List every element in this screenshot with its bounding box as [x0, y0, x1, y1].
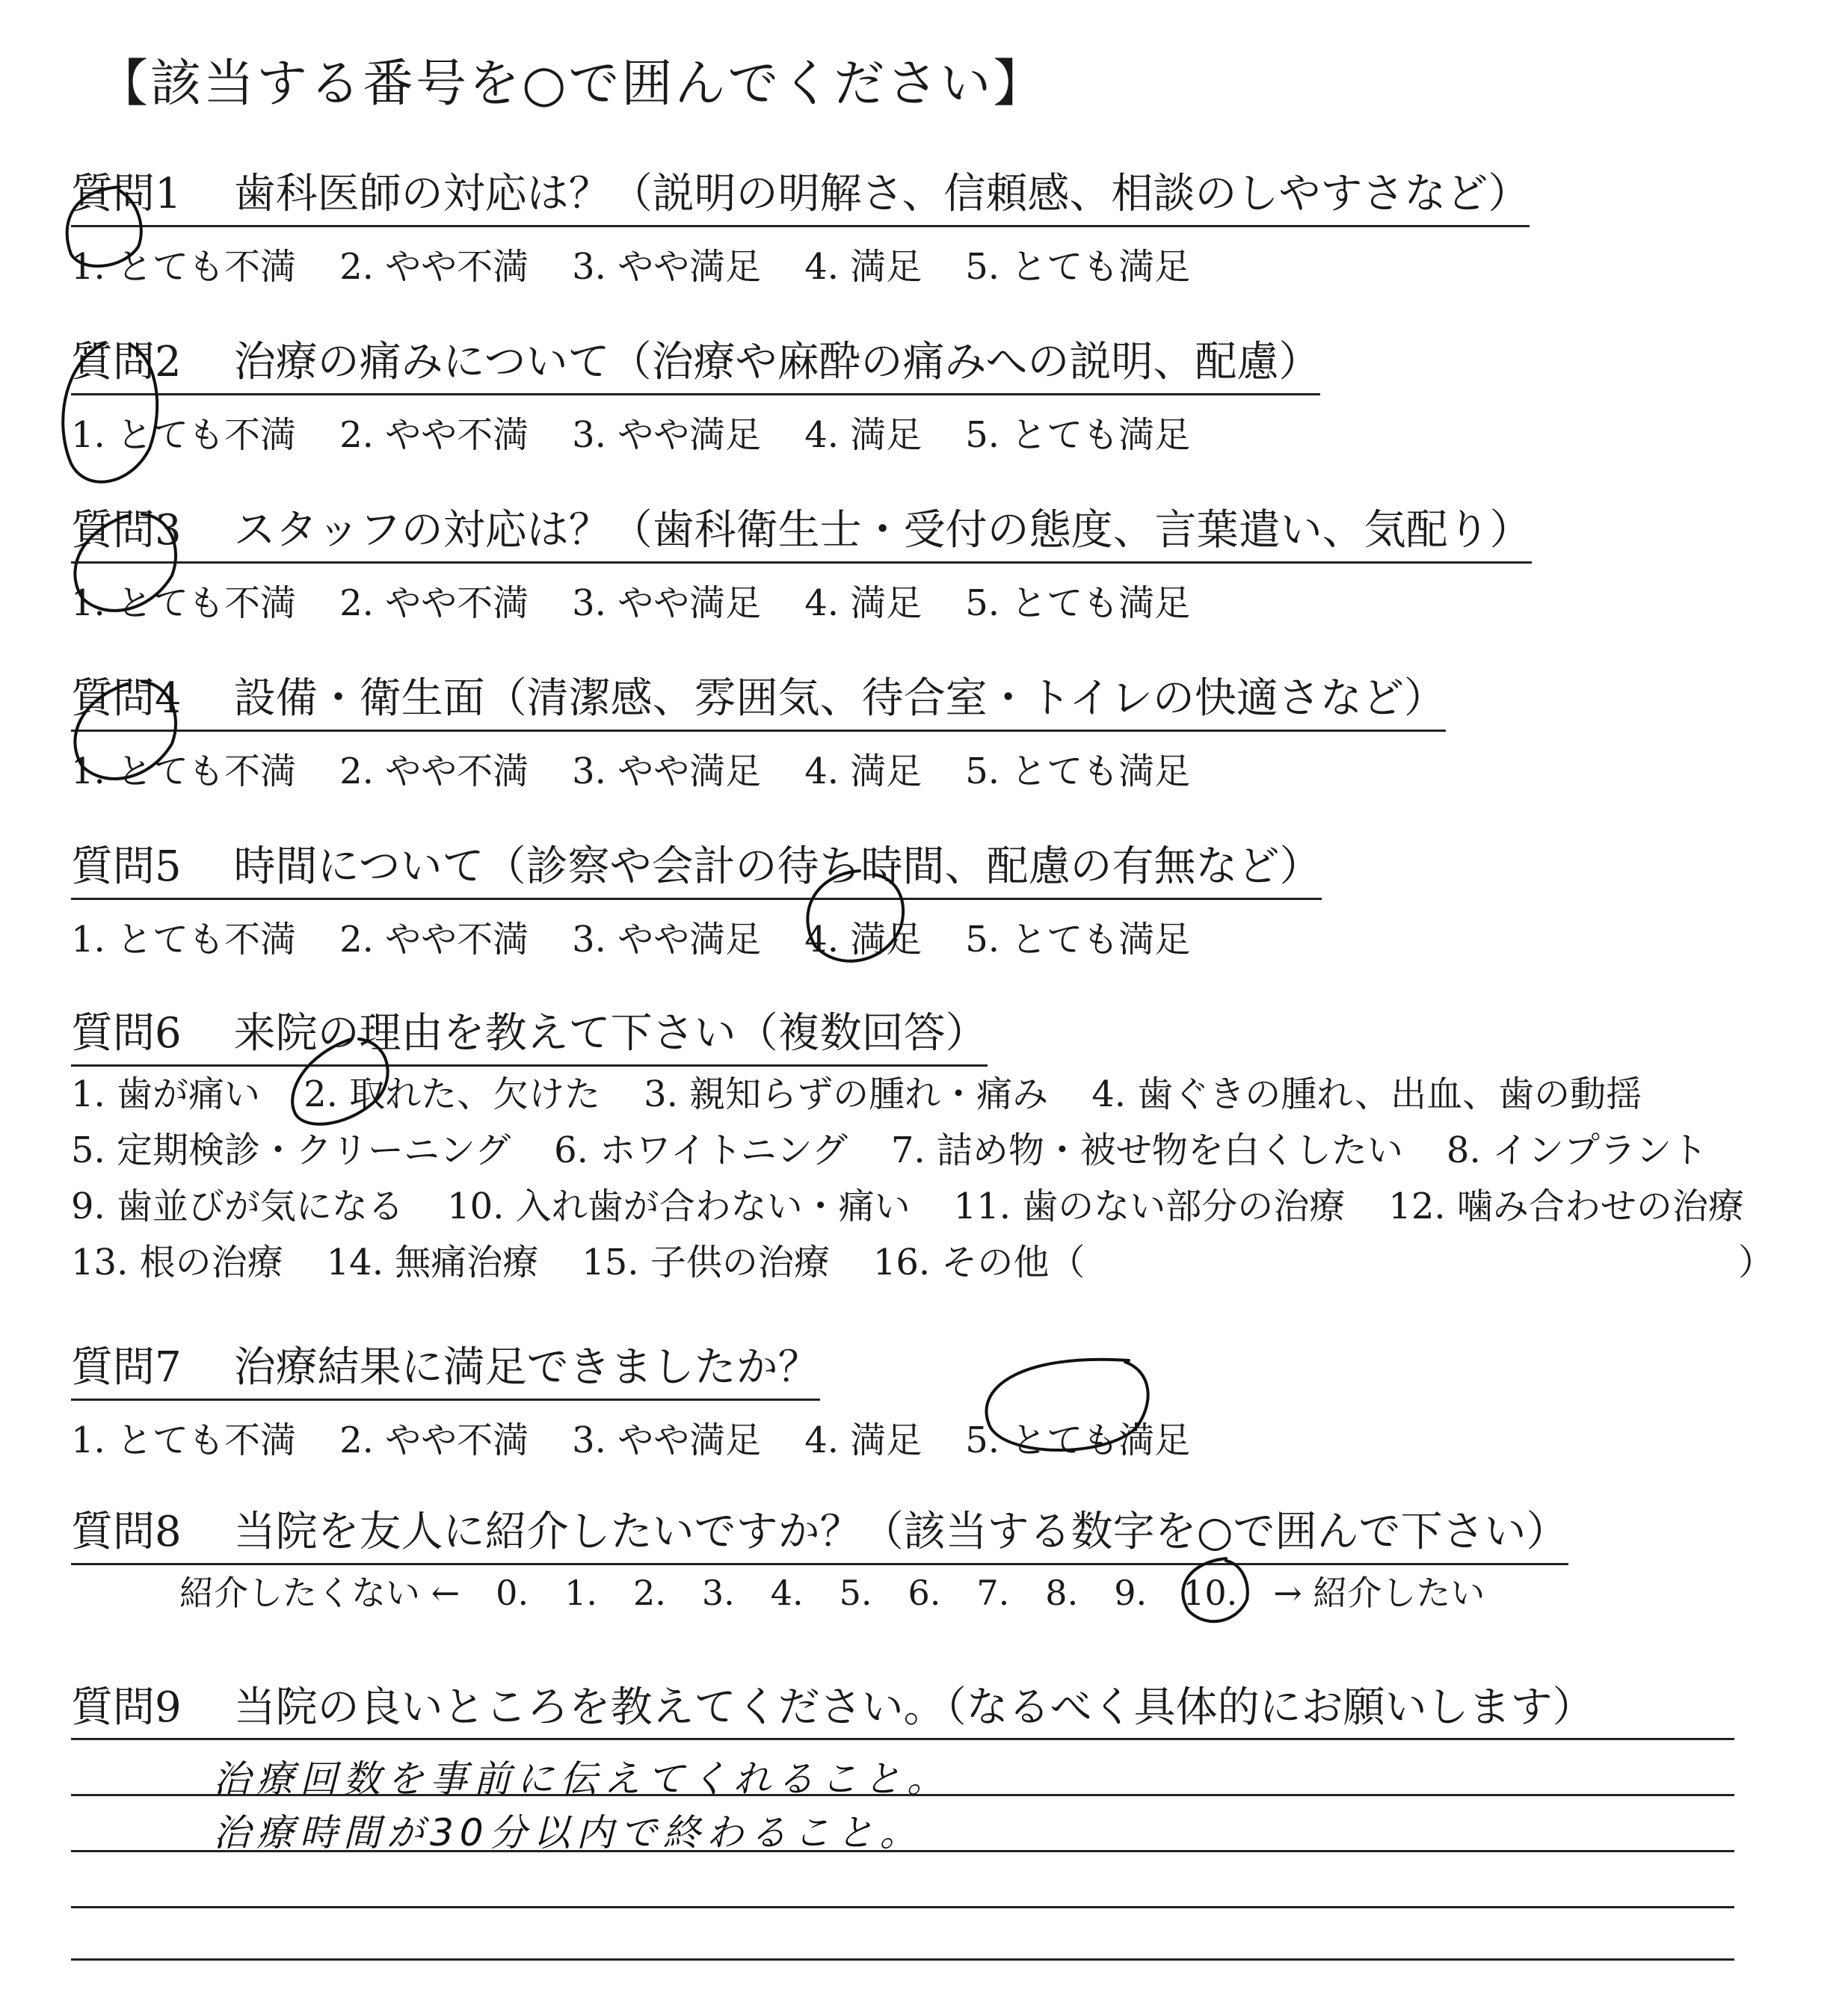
question-2-text: 治療の痛みについて（治療や麻酔の痛みへの説明、配慮） — [233, 338, 1321, 386]
question-4-title — [71, 665, 1446, 732]
question-5 — [71, 833, 1322, 962]
reason-option[interactable]: 14. 無痛治療 — [326, 1242, 539, 1283]
answer-line — [71, 1738, 1734, 1740]
answer-line — [71, 1958, 1734, 1961]
scale-value[interactable]: 7. — [976, 1573, 1010, 1613]
question-4-number: 質問4 — [71, 674, 182, 723]
scale-value[interactable]: 6. — [908, 1573, 941, 1613]
question-8-number: 質問8 — [71, 1508, 182, 1556]
question-8-text: 当院を友人に紹介したいですか？（該当する数字を○で囲んで下さい） — [233, 1508, 1568, 1556]
scale-value[interactable]: 0. — [496, 1573, 529, 1613]
option[interactable]: 3. やや満足 — [572, 919, 762, 961]
option[interactable]: 4. 満足 — [804, 582, 923, 624]
option[interactable]: 3. やや満足 — [572, 246, 762, 288]
question-5-title — [71, 833, 1322, 900]
reason-option[interactable]: 6. ホワイトニング — [554, 1129, 848, 1171]
question-1-options[interactable] — [71, 238, 1530, 289]
scale-right-label: → 紹介したい — [1273, 1573, 1485, 1613]
question-5-text: 時間について（診察や会計の待ち時間、配慮の有無など） — [233, 842, 1322, 891]
question-2-title — [71, 329, 1320, 395]
option[interactable]: 5. とても満足 — [965, 750, 1191, 792]
option[interactable]: 3. やや満足 — [572, 582, 762, 624]
reason-other-open[interactable]: 16. その他（ — [872, 1242, 1085, 1283]
option[interactable]: 5. とても満足 — [965, 1419, 1191, 1461]
option[interactable]: 4. 満足 — [804, 1419, 923, 1461]
option[interactable]: 3. やや満足 — [572, 414, 762, 456]
question-7-options[interactable] — [71, 1411, 1233, 1463]
option[interactable]: 5. とても満足 — [965, 414, 1191, 456]
option[interactable]: 4. 満足 — [804, 414, 923, 456]
question-6-title — [71, 1000, 988, 1067]
scale-value[interactable]: 2. — [632, 1573, 666, 1613]
question-3-title — [71, 497, 1532, 564]
option[interactable]: 2. やや不満 — [339, 582, 529, 624]
form-title: 【該当する番号を○で囲んでください】 — [97, 55, 1047, 114]
question-2-options[interactable] — [71, 406, 1320, 457]
answer-line — [71, 1906, 1734, 1908]
reason-option[interactable]: 5. 定期検診・クリーニング — [71, 1129, 511, 1171]
option[interactable]: 1. とても不満 — [71, 246, 297, 288]
question-6-text: 来院の理由を教えて下さい（複数回答） — [233, 1009, 988, 1058]
option[interactable]: 4. 満足 — [804, 750, 923, 792]
question-3-options[interactable] — [71, 574, 1532, 626]
question-8-title — [71, 1499, 1568, 1565]
option[interactable]: 1. とても不満 — [71, 582, 297, 624]
option[interactable]: 1. とても不満 — [71, 750, 297, 792]
question-3-text: スタッフの対応は？（歯科衛生士・受付の態度、言葉遣い、気配り） — [233, 506, 1532, 555]
question-7-title — [71, 1334, 820, 1401]
option[interactable]: 5. とても満足 — [965, 582, 1191, 624]
question-6-number: 質問6 — [71, 1009, 182, 1058]
reason-option[interactable]: 12. 噛み合わせの治療 — [1388, 1186, 1744, 1227]
question-4-options[interactable] — [71, 742, 1446, 794]
scale-value[interactable]: 10. — [1183, 1573, 1238, 1613]
handwritten-answer-line-2[interactable]: 治療時間が30分以内で終わること。 — [213, 1811, 923, 1854]
reason-option[interactable]: 2. 取れた、欠けた — [304, 1073, 601, 1115]
question-5-number: 質問5 — [71, 842, 182, 891]
option[interactable]: 1. とても不満 — [71, 919, 297, 961]
question-2 — [71, 329, 1320, 457]
option[interactable]: 3. やや満足 — [572, 750, 762, 792]
question-9-number: 質問9 — [71, 1683, 182, 1732]
option[interactable]: 2. やや不満 — [339, 919, 529, 961]
option[interactable]: 5. とても満足 — [965, 246, 1191, 288]
question-3-number: 質問3 — [71, 506, 182, 555]
question-8 — [71, 1499, 1568, 1565]
reason-option[interactable]: 15. 子供の治療 — [582, 1242, 830, 1283]
scale-left-label: 紹介したくない ← — [179, 1573, 461, 1613]
question-6-row-3[interactable] — [71, 1177, 1787, 1229]
option[interactable]: 2. やや不満 — [339, 750, 529, 792]
option[interactable]: 5. とても満足 — [965, 919, 1191, 961]
option[interactable]: 3. やや満足 — [572, 1419, 762, 1461]
question-4-text: 設備・衛生面（清潔感、雰囲気、待合室・トイレの快適さなど） — [233, 674, 1446, 723]
scale-value[interactable]: 9. — [1114, 1573, 1148, 1613]
question-1-title — [71, 161, 1530, 227]
question-3 — [71, 497, 1532, 626]
option[interactable]: 4. 満足 — [804, 919, 923, 961]
scale-value[interactable]: 4. — [770, 1573, 804, 1613]
reason-option[interactable]: 8. インプラント — [1446, 1129, 1707, 1171]
reason-option[interactable]: 3. 親知らずの腫れ・痛み — [644, 1073, 1049, 1115]
question-9-text: 当院の良いところを教えてください。（なるべく具体的にお願いします） — [233, 1683, 1595, 1732]
question-6-row-1[interactable] — [71, 1065, 1685, 1117]
reason-option[interactable]: 13. 根の治療 — [71, 1242, 283, 1283]
question-7-number: 質問7 — [71, 1343, 182, 1392]
option[interactable]: 1. とても不満 — [71, 1419, 297, 1461]
question-1-number: 質問1 — [71, 170, 182, 218]
question-7-text: 治療結果に満足できましたか？ — [233, 1343, 820, 1392]
option[interactable]: 2. やや不満 — [339, 246, 529, 288]
reason-option[interactable]: 1. 歯が痛い — [71, 1073, 261, 1115]
question-6-row-4[interactable] — [71, 1233, 1128, 1285]
recommend-scale[interactable] — [179, 1566, 1521, 1615]
reason-option[interactable]: 11. 歯のない部分の治療 — [953, 1186, 1346, 1227]
scale-value[interactable]: 8. — [1045, 1573, 1079, 1613]
option[interactable]: 2. やや不満 — [339, 414, 529, 456]
scale-value[interactable]: 3. — [701, 1573, 735, 1613]
reason-option[interactable]: 7. 詰め物・被せ物を白くしたい — [890, 1129, 1403, 1171]
question-6-row-2[interactable] — [71, 1121, 1751, 1173]
question-7 — [71, 1334, 1233, 1463]
option[interactable]: 4. 満足 — [804, 246, 923, 288]
question-1-text: 歯科医師の対応は？（説明の明解さ、信頼感、相談のしやすさなど） — [233, 170, 1530, 218]
question-9-title — [71, 1674, 1595, 1734]
option[interactable]: 1. とても不満 — [71, 414, 297, 456]
option[interactable]: 2. やや不満 — [339, 1419, 529, 1461]
handwritten-answer-line-1[interactable]: 治療回数を事前に伝えてくれること。 — [213, 1757, 950, 1801]
question-4 — [71, 665, 1446, 794]
question-2-number: 質問2 — [71, 338, 182, 386]
scale-value[interactable]: 1. — [564, 1573, 597, 1613]
question-1 — [71, 161, 1530, 289]
reason-option[interactable]: 4. 歯ぐきの腫れ、出血、歯の動揺 — [1091, 1073, 1642, 1115]
question-6 — [71, 1000, 988, 1067]
scale-value[interactable]: 5. — [839, 1573, 872, 1613]
reason-option[interactable]: 10. 入れ歯が合わない・痛い — [447, 1186, 911, 1227]
reason-other-close: ） — [1738, 1242, 1775, 1283]
question-5-options[interactable] — [71, 910, 1322, 962]
reason-option[interactable]: 9. 歯並びが気になる — [71, 1186, 404, 1227]
